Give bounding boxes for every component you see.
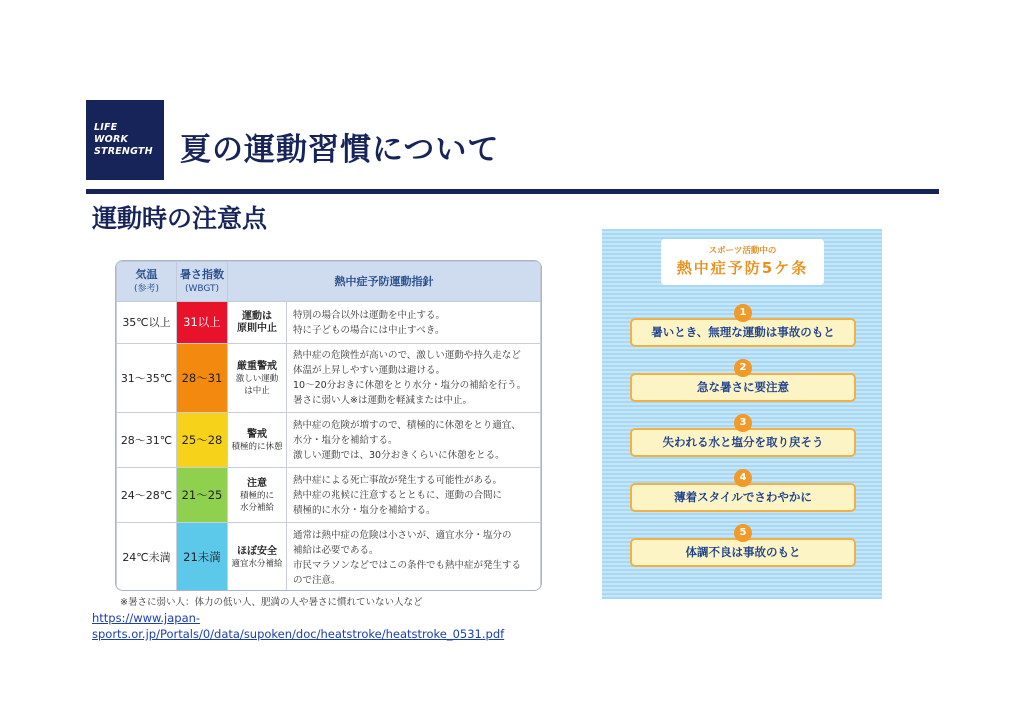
table-row: [117, 468, 541, 523]
guideline-line: 補給は必要である。: [293, 544, 379, 556]
header-guideline: 熱中症予防運動指針: [228, 262, 541, 302]
source-link[interactable]: [92, 610, 532, 642]
guideline-line: 熱中症の危険が増すので、積極的に休憩をとり適宜、: [293, 419, 521, 431]
level-label: ほぼ安全: [237, 546, 277, 557]
wbgt-index-cell: 25〜28: [177, 413, 228, 468]
guideline-line: 通常は熱中症の危険は小さいが、適宜水分・塩分の: [293, 529, 512, 541]
header-wbgt-sub: (WBGT): [184, 283, 220, 294]
header-wbgt-label: 暑さ指数: [180, 267, 224, 281]
footnote: ※暑さに弱い人：体力の低い人、肥満の人や暑さに慣れていない人など: [120, 597, 423, 608]
level-label: 注意: [247, 477, 267, 489]
level-sub-label: 積極的に休憩: [231, 441, 283, 452]
guideline-line: 激しい運動では、30分おきくらいに休憩をとる。: [293, 449, 505, 461]
logo-line-3: STRENGTH: [94, 146, 153, 157]
rule-text: 体調不良は事故のもと: [630, 538, 856, 567]
guideline-line: ので注意。: [293, 574, 341, 586]
guideline-cell: [287, 523, 541, 592]
guideline-line: 市民マラソンなどではこの条件でも熱中症が発生する: [293, 559, 522, 571]
rule-number-badge: 5: [734, 524, 752, 542]
level-sub-label: 原則中止: [237, 323, 277, 334]
wbgt-table-body: [117, 302, 541, 592]
guideline-line: 熱中症の兆候に注意するとともに、運動の合間に: [293, 489, 503, 501]
rule-text: 薄着スタイルでさわやかに: [630, 483, 856, 512]
poster-rule: [630, 307, 856, 345]
level-cell: [228, 468, 287, 523]
header-temperature-label: 気温: [135, 267, 158, 281]
page-title: 夏の運動習慣について: [180, 132, 500, 168]
temperature-cell: 28〜31℃: [117, 413, 177, 468]
rule-number-badge: 1: [734, 304, 752, 322]
level-label: 警戒: [247, 428, 267, 440]
rule-number-badge: 4: [734, 469, 752, 487]
temperature-cell: 24℃未満: [117, 523, 177, 592]
table-row: [117, 344, 541, 413]
logo-line-1: LIFE: [94, 122, 118, 133]
rule-text: 失われる水と塩分を取り戻そう: [630, 428, 856, 457]
guideline-line: 特に子どもの場合には中止すべき。: [293, 324, 445, 336]
section-title: 運動時の注意点: [92, 204, 268, 233]
header-temperature: [117, 262, 177, 302]
level-label: 運動は: [242, 311, 272, 322]
wbgt-index-cell: 31以上: [177, 302, 228, 344]
poster-rule: [630, 362, 856, 400]
wbgt-index-cell: 28〜31: [177, 344, 228, 413]
header-temperature-sub: (参考): [133, 283, 160, 294]
table-row: [117, 523, 541, 592]
poster-rule: [630, 527, 856, 565]
guideline-line: 水分・塩分を補給する。: [293, 434, 398, 446]
rule-text: 急な暑さに要注意: [630, 373, 856, 402]
poster-rule: [630, 472, 856, 510]
guideline-line: 積極的に水分・塩分を補給する。: [293, 504, 436, 516]
level-cell: [228, 413, 287, 468]
temperature-cell: 24〜28℃: [117, 468, 177, 523]
brand-logo: [86, 100, 164, 180]
guideline-line: 10〜20分おきに休憩をとり水分・塩分の補給を行う。: [293, 380, 527, 391]
temperature-cell: 31〜35℃: [117, 344, 177, 413]
table-row: [117, 302, 541, 344]
level-label: 厳重警戒: [237, 360, 277, 372]
poster-header: [661, 239, 824, 285]
level-cell: [228, 302, 287, 344]
level-cell: [228, 523, 287, 592]
guideline-cell: [287, 344, 541, 413]
level-sub-label: 積極的に 水分補給: [239, 490, 274, 513]
wbgt-index-cell: 21〜25: [177, 468, 228, 523]
source-link-line-1: https://www.japan-: [92, 611, 201, 625]
title-divider: [86, 189, 939, 194]
table-row: [117, 413, 541, 468]
header-wbgt: [177, 262, 228, 302]
guideline-line: 体温が上昇しやすい運動は避ける。: [293, 365, 446, 376]
level-sub-label: 激しい運動 は中止: [235, 373, 279, 396]
guideline-line: 熱中症の危険性が高いので、激しい運動や持久走など: [293, 350, 521, 361]
source-link-line-2: sports.or.jp/Portals/0/data/supoken/doc/heatstroke/heatstroke_0531.pdf: [92, 627, 505, 641]
logo-line-2: WORK: [94, 134, 129, 145]
heatstroke-poster: [602, 229, 882, 599]
wbgt-guideline-table: [115, 260, 542, 591]
guideline-line: 熱中症による死亡事故が発生する可能性がある。: [293, 474, 503, 486]
temperature-cell: 35℃以上: [117, 302, 177, 344]
wbgt-index-cell: 21未満: [177, 523, 228, 592]
guideline-cell: [287, 413, 541, 468]
poster-title: 熱中症予防5ケ条: [676, 259, 809, 277]
rule-number-badge: 3: [734, 414, 752, 432]
guideline-line: 暑さに弱い人※は運動を軽減または中止。: [293, 395, 472, 406]
level-cell: [228, 344, 287, 413]
level-sub-label: 適宜水分補給: [231, 559, 283, 569]
rule-number-badge: 2: [734, 359, 752, 377]
rule-text: 暑いとき、無理な運動は事故のもと: [630, 318, 856, 347]
guideline-cell: [287, 302, 541, 344]
poster-rule: [630, 417, 856, 455]
poster-subtitle: スポーツ活動中の: [708, 246, 777, 256]
guideline-line: 特別の場合以外は運動を中止する。: [293, 309, 446, 321]
guideline-cell: [287, 468, 541, 523]
